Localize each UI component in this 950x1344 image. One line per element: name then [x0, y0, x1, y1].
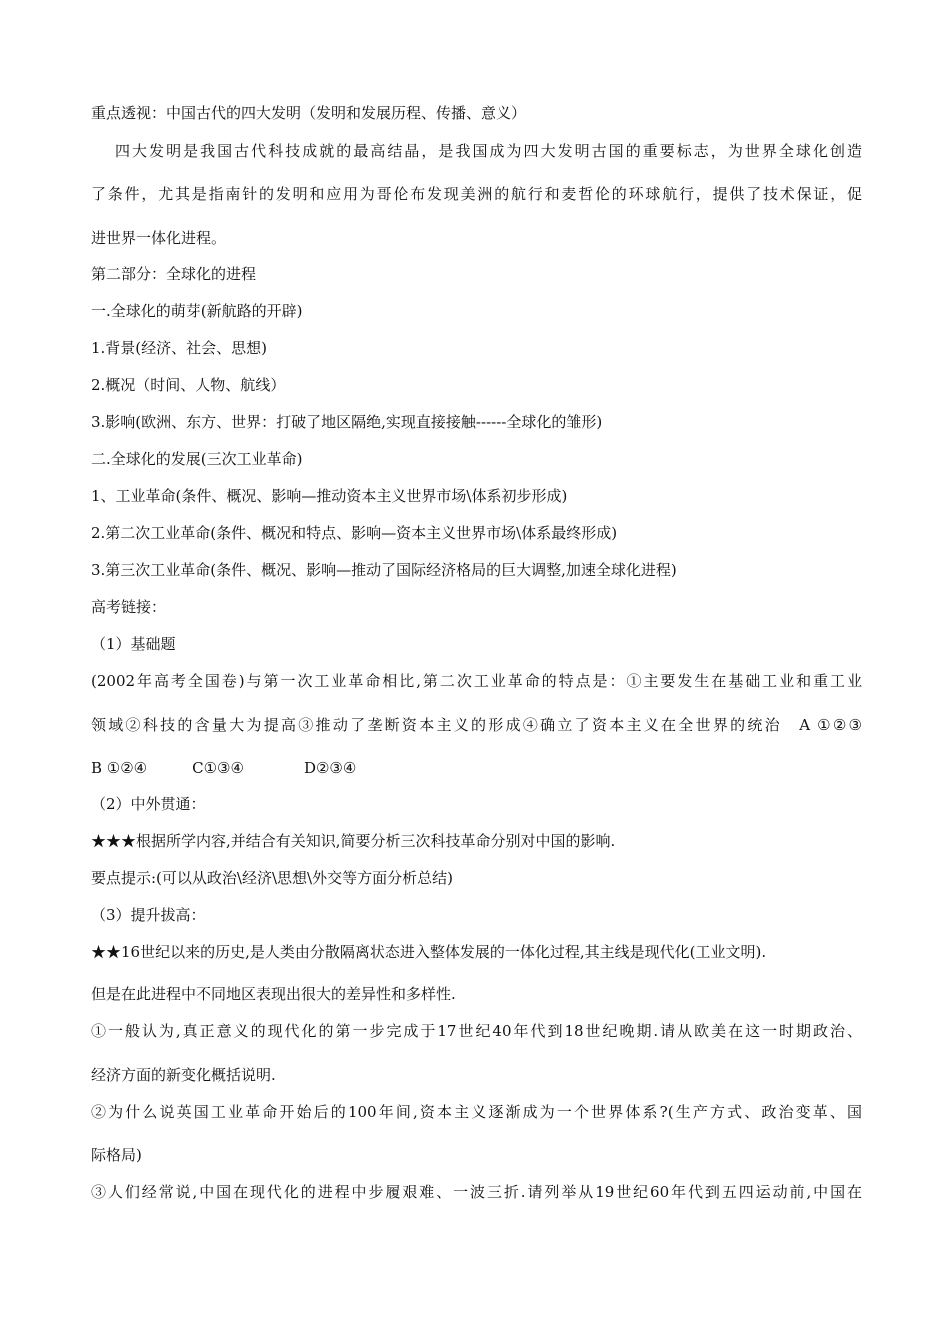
- subsection-heading: 一.全球化的萌芽(新航路的开辟): [91, 302, 303, 320]
- list-item: 1、工业革命(条件、概况、影响—推动资本主义世界市场\体系初步形成): [91, 487, 568, 505]
- list-item: 1.背景(经济、社会、思想): [91, 339, 268, 357]
- question-text: 领域②科技的含量大为提高③推动了垄断资本主义的形成④确立了资本主义在全世界的统治 A ①②③: [91, 716, 862, 734]
- question-options: B ①②④ C①③④ D②③④: [91, 759, 357, 777]
- hint-text: 要点提示:(可以从政治\经济\思想\外交等方面分析总结): [91, 869, 453, 887]
- question-text: ★★16世纪以来的历史,是人类由分散隔离状态进入整体发展的一体化过程,其主线是现代化(工业文明).: [91, 943, 767, 961]
- question-label: （1）基础题: [91, 635, 176, 653]
- list-item: 2.概况（时间、人物、航线）: [91, 376, 286, 394]
- question-text: 际格局): [91, 1146, 142, 1164]
- subsection-heading: 高考链接：: [91, 598, 167, 616]
- list-item: 2.第二次工业革命(条件、概况和特点、影响—资本主义世界市场\体系最终形成): [91, 524, 618, 542]
- question-label: （2）中外贯通：: [91, 795, 206, 813]
- paragraph-line: 进世界一体化进程。: [91, 229, 227, 247]
- question-label: （3）提升拔高：: [91, 906, 206, 924]
- paragraph-line: 四大发明是我国古代科技成就的最高结晶，是我国成为四大发明古国的重要标志，为世界全球化创造: [115, 142, 862, 160]
- question-text: ②为什么说英国工业革命开始后的100年间,资本主义逐渐成为一个世界体系?(生产方式、政治变革、国: [91, 1103, 862, 1121]
- heading-key-focus: 重点透视：中国古代的四大发明（发明和发展历程、传播、意义）: [91, 104, 527, 122]
- question-text: 经济方面的新变化概括说明.: [91, 1066, 276, 1084]
- list-item: 3.第三次工业革命(条件、概况、影响—推动了国际经济格局的巨大调整,加速全球化进程): [91, 561, 677, 579]
- question-text: 但是在此进程中不同地区表现出很大的差异性和多样性.: [91, 985, 456, 1003]
- list-item: 3.影响(欧洲、东方、世界：打破了地区隔绝,实现直接接触------全球化的雏形): [91, 413, 603, 431]
- question-text: ★★★根据所学内容,并结合有关知识,简要分析三次科技革命分别对中国的影响.: [91, 832, 616, 850]
- question-text: ③人们经常说,中国在现代化的进程中步履艰难、一波三折.请列举从19世纪60年代到五四运动前,中国在: [91, 1183, 862, 1201]
- question-text: (2002年高考全国卷)与第一次工业革命相比,第二次工业革命的特点是：①主要发生在基础工业和重工业: [91, 672, 862, 690]
- section-heading: 第二部分：全球化的进程: [91, 265, 257, 283]
- paragraph-line: 了条件，尤其是指南针的发明和应用为哥伦布发现美洲的航行和麦哲伦的环球航行，提供了技术保证，促: [91, 185, 862, 203]
- question-text: ①一般认为,真正意义的现代化的第一步完成于17世纪40年代到18世纪晚期.请从欧美在这一时期政治、: [91, 1022, 862, 1040]
- subsection-heading: 二.全球化的发展(三次工业革命): [91, 450, 303, 468]
